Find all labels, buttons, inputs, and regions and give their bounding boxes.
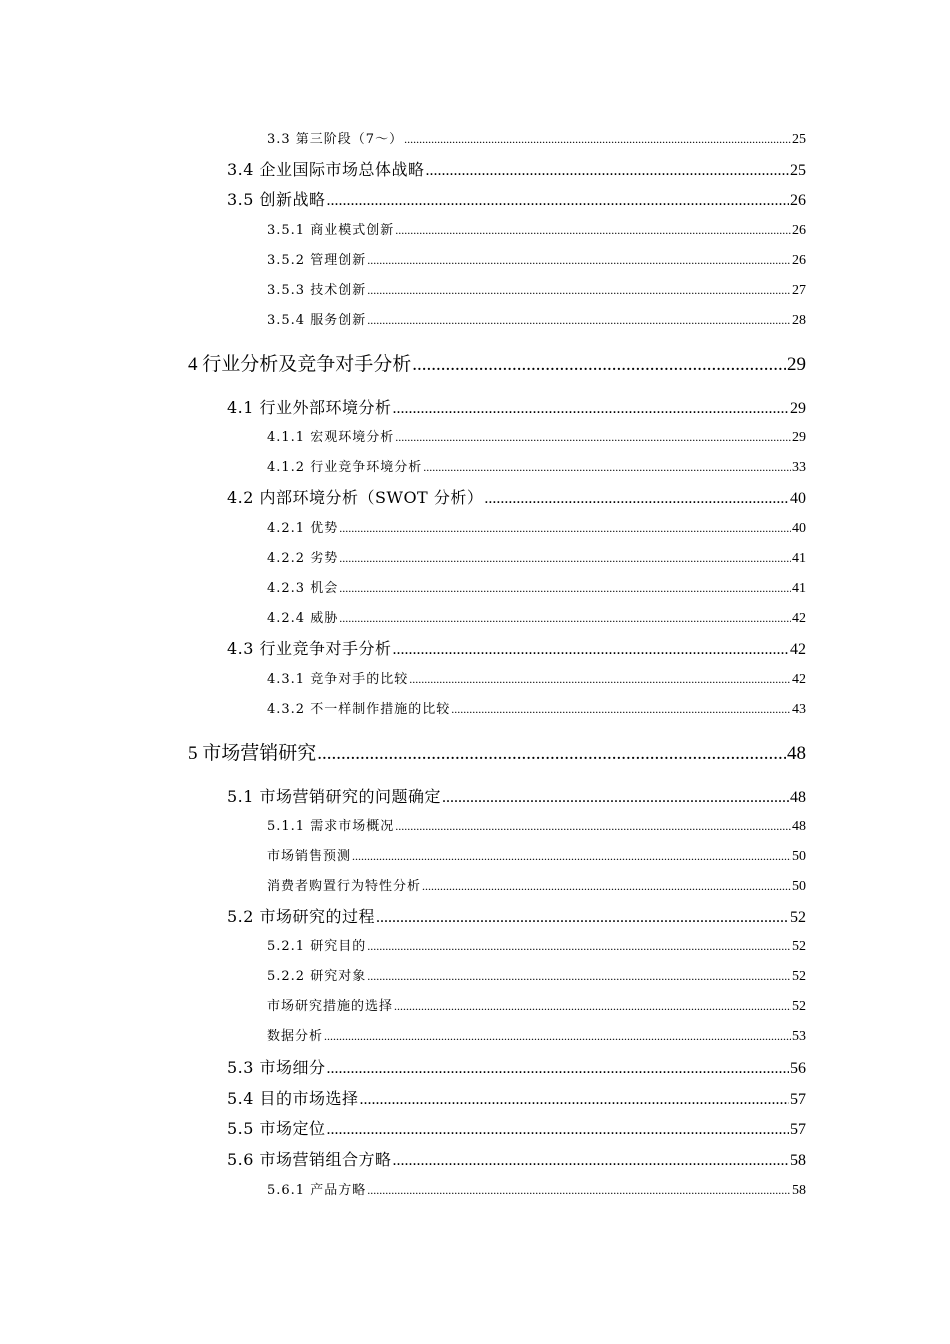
toc-entry-page: 29 xyxy=(792,430,806,445)
toc-entry[interactable] xyxy=(267,875,806,895)
toc-entry[interactable] xyxy=(227,784,806,807)
toc-entry-title: 市场销售预测 xyxy=(267,849,352,864)
toc-entry[interactable] xyxy=(227,636,806,659)
toc-entry[interactable] xyxy=(227,485,806,508)
toc-entry-page: 53 xyxy=(792,1029,806,1044)
dot-leader xyxy=(423,460,791,475)
toc-entry-title: 数据分析 xyxy=(267,1029,324,1044)
toc-entry[interactable] xyxy=(227,1055,806,1078)
toc-entry[interactable] xyxy=(267,219,806,239)
toc-entry-title: 市场研究措施的选择 xyxy=(267,999,394,1014)
toc-entry[interactable] xyxy=(227,904,806,927)
toc-entry[interactable] xyxy=(267,1025,806,1045)
dot-leader xyxy=(352,849,791,864)
toc-entry-page: 50 xyxy=(792,879,806,894)
toc-entry-title: 5.2 市场研究的过程 xyxy=(227,907,376,926)
dot-leader xyxy=(484,490,789,508)
dot-leader xyxy=(451,702,791,717)
toc-entry[interactable] xyxy=(267,426,806,446)
toc-entry[interactable] xyxy=(227,1116,806,1139)
toc-entry[interactable] xyxy=(267,668,806,688)
toc-entry-page: 26 xyxy=(792,253,806,268)
toc-entry-page: 42 xyxy=(792,672,806,687)
toc-entry-page: 25 xyxy=(790,162,806,179)
toc-entry-title: 3.5.4 服务创新 xyxy=(267,313,367,328)
toc-entry-page: 33 xyxy=(792,460,806,475)
toc-entry[interactable] xyxy=(227,1086,806,1109)
dot-leader xyxy=(393,400,789,418)
toc-entry-page: 42 xyxy=(790,641,806,658)
toc-entry-title: 4.1.2 行业竞争环境分析 xyxy=(267,460,423,475)
toc-entry-page: 50 xyxy=(792,849,806,864)
toc-entry-title: 4.3 行业竞争对手分析 xyxy=(227,639,392,658)
dot-leader xyxy=(395,819,791,834)
toc-entry-page: 57 xyxy=(790,1091,806,1108)
toc-entry-title: 5.2.1 研究目的 xyxy=(267,939,367,954)
toc-entry-page: 52 xyxy=(792,939,806,954)
dot-leader xyxy=(393,641,789,659)
toc-entry-page: 29 xyxy=(790,400,806,417)
toc-entry[interactable] xyxy=(267,607,806,627)
toc-entry-title: 4.2.3 机会 xyxy=(267,581,339,596)
dot-leader xyxy=(367,1183,791,1198)
toc-entry-title: 5.1.1 需求市场概况 xyxy=(267,819,395,834)
toc-entry-page: 52 xyxy=(792,969,806,984)
toc-entry-page: 25 xyxy=(792,132,806,147)
dot-leader xyxy=(412,354,786,376)
toc-entry-title: 3.5.2 管理创新 xyxy=(267,253,367,268)
toc-entry-page: 56 xyxy=(790,1060,806,1077)
toc-entry-title: 5.5 市场定位 xyxy=(227,1119,326,1138)
dot-leader xyxy=(426,162,789,180)
toc-entry[interactable] xyxy=(227,157,806,180)
toc-entry-title: 5 市场营销研究 xyxy=(188,743,317,764)
dot-leader xyxy=(367,283,791,298)
toc-entry-page: 40 xyxy=(792,521,806,536)
dot-leader xyxy=(339,551,791,566)
toc-entry-page: 28 xyxy=(792,313,806,328)
dot-leader xyxy=(393,1152,789,1170)
toc-entry-page: 58 xyxy=(790,1152,806,1169)
toc-entry-page: 48 xyxy=(787,743,806,764)
toc-entry-title: 3.5.3 技术创新 xyxy=(267,283,367,298)
toc-entry-title: 4.2.1 优势 xyxy=(267,521,339,536)
dot-leader xyxy=(395,223,791,238)
toc-entry[interactable] xyxy=(267,698,806,718)
toc-entry-title: 5.3 市场细分 xyxy=(227,1058,326,1077)
toc-entry-title: 3.3 第三阶段（7～） xyxy=(267,132,404,147)
toc-entry-title: 4.2 内部环境分析（SWOT 分析） xyxy=(227,488,484,507)
toc-entry[interactable] xyxy=(267,547,806,567)
toc-entry-title: 4.3.2 不一样制作措施的比较 xyxy=(267,702,451,717)
toc-entry-page: 29 xyxy=(787,354,806,375)
dot-leader xyxy=(339,611,791,626)
dot-leader xyxy=(394,999,791,1014)
toc-entry-title: 3.5.1 商业模式创新 xyxy=(267,223,395,238)
dot-leader xyxy=(327,1121,789,1139)
dot-leader xyxy=(404,132,791,147)
dot-leader xyxy=(367,253,791,268)
toc-entry-page: 48 xyxy=(792,819,806,834)
toc-entry-page: 57 xyxy=(790,1121,806,1138)
toc-entry[interactable] xyxy=(267,1179,806,1199)
toc-entry[interactable] xyxy=(267,249,806,269)
toc-entry[interactable] xyxy=(267,517,806,537)
dot-leader xyxy=(409,672,791,687)
toc-entry-page: 52 xyxy=(790,909,806,926)
toc-entry-page: 52 xyxy=(792,999,806,1014)
toc-entry-title: 3.5 创新战略 xyxy=(227,190,326,209)
toc-entry-page: 41 xyxy=(792,551,806,566)
dot-leader xyxy=(442,789,789,807)
toc-entry-page: 41 xyxy=(792,581,806,596)
dot-leader xyxy=(327,1060,789,1078)
dot-leader xyxy=(339,521,791,536)
toc-entry[interactable] xyxy=(227,395,806,418)
toc-entry-page: 58 xyxy=(792,1183,806,1198)
toc-entry[interactable] xyxy=(267,577,806,597)
toc-entry[interactable] xyxy=(267,935,806,955)
toc-entry-page: 26 xyxy=(792,223,806,238)
dot-leader xyxy=(360,1091,789,1109)
toc-entry-page: 40 xyxy=(790,490,806,507)
toc-entry-page: 43 xyxy=(792,702,806,717)
toc-entry-title: 5.6 市场营销组合方略 xyxy=(227,1150,392,1169)
toc-entry[interactable] xyxy=(267,279,806,299)
toc-entry-title: 3.4 企业国际市场总体战略 xyxy=(227,160,425,179)
toc-entry[interactable] xyxy=(267,845,806,865)
toc-entry[interactable] xyxy=(267,128,806,148)
dot-leader xyxy=(367,313,791,328)
toc-entry-title: 4.1 行业外部环境分析 xyxy=(227,398,392,417)
dot-leader xyxy=(395,430,791,445)
toc-entry-page: 27 xyxy=(792,283,806,298)
dot-leader xyxy=(324,1029,791,1044)
dot-leader xyxy=(327,192,789,210)
dot-leader xyxy=(317,743,786,765)
toc-entry-title: 4 行业分析及竞争对手分析 xyxy=(188,354,412,375)
toc-entry-title: 5.2.2 研究对象 xyxy=(267,969,367,984)
dot-leader xyxy=(376,909,789,927)
toc-entry[interactable] xyxy=(227,187,806,210)
toc-entry-title: 消费者购置行为特性分析 xyxy=(267,879,422,894)
toc-entry-page: 26 xyxy=(790,192,806,209)
toc-entry-page: 42 xyxy=(792,611,806,626)
toc-entry[interactable] xyxy=(267,995,806,1015)
toc-entry[interactable] xyxy=(267,456,806,476)
toc-entry-title: 4.2.4 威胁 xyxy=(267,611,339,626)
toc-entry-title: 4.3.1 竞争对手的比较 xyxy=(267,672,409,687)
toc-entry[interactable] xyxy=(267,309,806,329)
dot-leader xyxy=(339,581,791,596)
dot-leader xyxy=(422,879,791,894)
toc-entry-page: 48 xyxy=(790,789,806,806)
dot-leader xyxy=(367,969,791,984)
dot-leader xyxy=(367,939,791,954)
toc-entry-title: 4.1.1 宏观环境分析 xyxy=(267,430,395,445)
toc-entry-title: 5.4 目的市场选择 xyxy=(227,1089,359,1108)
toc-entry-title: 5.6.1 产品方略 xyxy=(267,1183,367,1198)
toc-entry-title: 4.2.2 劣势 xyxy=(267,551,339,566)
toc-entry-title: 5.1 市场营销研究的问题确定 xyxy=(227,787,442,806)
toc-entry[interactable] xyxy=(188,738,806,765)
toc-entry[interactable] xyxy=(227,1147,806,1170)
toc-entry[interactable] xyxy=(267,815,806,835)
toc-entry[interactable] xyxy=(267,965,806,985)
toc-entry[interactable] xyxy=(188,349,806,376)
